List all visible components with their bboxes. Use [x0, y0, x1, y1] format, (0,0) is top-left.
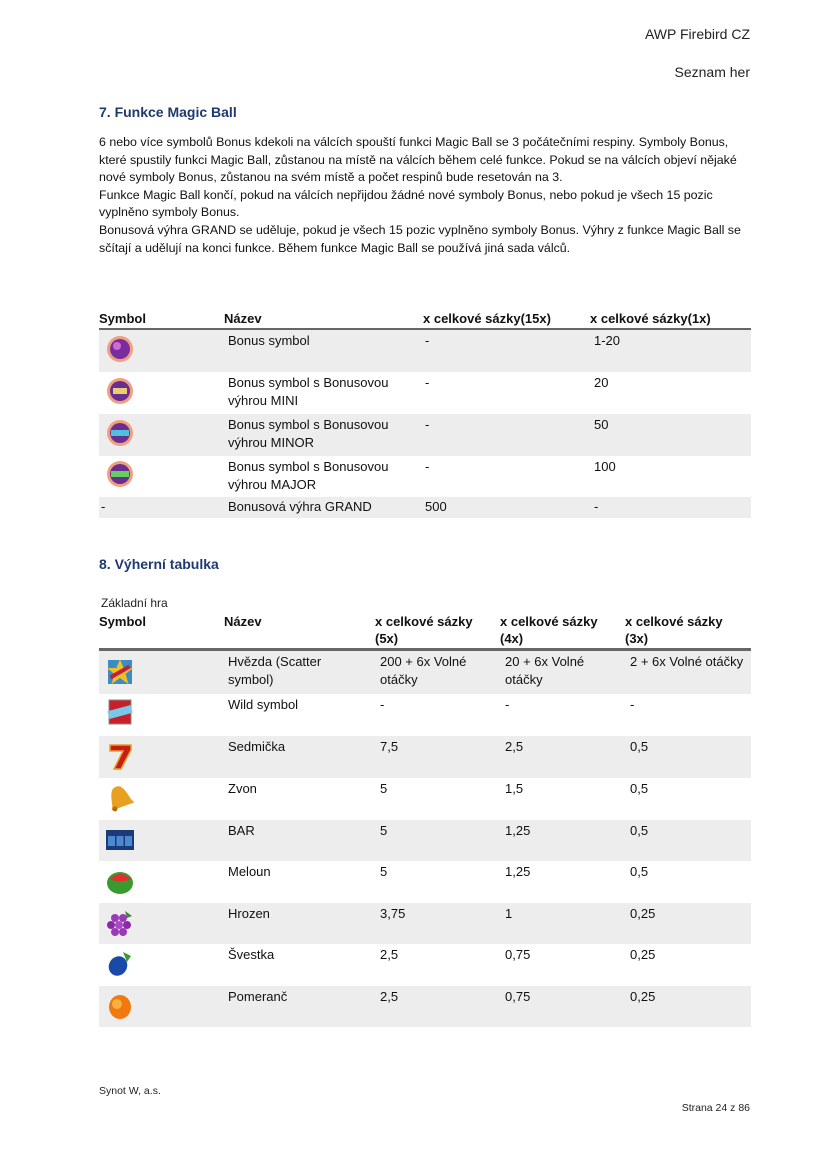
grapes-icon: [105, 908, 135, 938]
value-5x: 5: [380, 864, 388, 879]
value-4x: 1,25: [505, 823, 531, 838]
table-row: [99, 372, 751, 414]
symbol-name: Bonus symbol s Bonusovou výhrou MINI: [228, 375, 389, 408]
table-row: [99, 414, 751, 456]
value-3x: 0,25: [630, 906, 656, 921]
symbol-name: Hvězda (Scatter symbol): [228, 654, 322, 687]
symbol-name: Pomeranč: [228, 989, 288, 1004]
value-1x: 50: [594, 417, 609, 432]
table-row: [99, 497, 751, 518]
bar-icon: [105, 828, 135, 852]
value-3x: 0,5: [630, 781, 649, 796]
value-4x: 1,5: [505, 781, 524, 796]
table-row: [99, 778, 751, 820]
value-4x: 1: [505, 906, 513, 921]
symbol-name: Hrozen: [228, 906, 270, 921]
table-row: [99, 861, 751, 903]
table-row: [99, 944, 751, 986]
col-header-1x: x celkové sázky(1x): [590, 311, 711, 326]
value-15x: -: [425, 417, 430, 432]
table-row: [99, 903, 751, 944]
table-row: [99, 330, 751, 372]
col-header-15x: x celkové sázky(15x): [423, 311, 551, 326]
col-header-5x: x celkové sázky (5x): [375, 614, 473, 646]
col-header-name: Název: [224, 614, 262, 629]
value-5x: 2,5: [380, 989, 399, 1004]
value-1x: 100: [594, 459, 616, 474]
value-5x: 5: [380, 823, 388, 838]
magic-ball-table: [99, 310, 751, 518]
table-header-row: [99, 612, 751, 651]
value-5x: 3,75: [380, 906, 406, 921]
symbol-name: Švestka: [228, 947, 275, 962]
value-3x: 2 + 6x Volné otáčky: [630, 654, 744, 669]
symbol-name: Bonus symbol s Bonusovou výhrou MINOR: [228, 417, 389, 450]
document-header-subtitle: Seznam her: [674, 64, 750, 80]
value-4x: 0,75: [505, 989, 531, 1004]
col-header-symbol: Symbol: [99, 311, 146, 326]
bonus-ball-icon: [105, 334, 135, 364]
symbol-name: Bonusová výhra GRAND: [228, 499, 372, 514]
value-5x: 7,5: [380, 739, 399, 754]
footer-page-number: Strana 24 z 86: [681, 1102, 750, 1114]
value-1x: 1-20: [594, 333, 621, 348]
value-15x: -: [425, 375, 430, 390]
value-4x: -: [505, 697, 510, 712]
section-8-subtitle: Základní hra: [101, 596, 168, 610]
watermelon-icon: [105, 867, 135, 897]
seven-icon: [105, 741, 135, 771]
value-4x: 0,75: [505, 947, 531, 962]
table-row: [99, 986, 751, 1027]
plum-icon: [105, 948, 135, 978]
document-header-title: AWP Firebird CZ: [644, 26, 750, 42]
symbol-name: Wild symbol: [228, 697, 299, 712]
symbol-name: Bonus symbol s Bonusovou výhrou MAJOR: [228, 459, 389, 492]
table-header-row: [99, 310, 751, 330]
orange-icon: [105, 991, 135, 1021]
col-header-3x: x celkové sázky (3x): [625, 614, 723, 646]
col-header-symbol: Symbol: [99, 614, 146, 629]
value-5x: 2,5: [380, 947, 399, 962]
value-4x: 2,5: [505, 739, 524, 754]
wild-icon: [105, 697, 135, 727]
value-1x: 20: [594, 375, 609, 390]
section-8-heading: 8. Výherní tabulka: [99, 556, 219, 572]
value-4x: 1,25: [505, 864, 531, 879]
value-15x: -: [425, 459, 430, 474]
symbol-name: Bonus symbol: [228, 333, 310, 348]
paytable: [99, 612, 751, 1027]
bell-icon: [105, 783, 135, 813]
symbol-name: Sedmička: [228, 739, 286, 754]
paragraph: Funkce Magic Ball končí, pokud na válcích nepřijdou žádné nové symboly Bonus, nebo pokud je všech 15 pozic vyplněno symboly Bonus.: [99, 187, 713, 220]
col-header-4x: x celkové sázky (4x): [500, 614, 598, 646]
star-scatter-icon: [105, 657, 135, 687]
table-row: [99, 820, 751, 861]
value-3x: 0,25: [630, 989, 656, 1004]
value-5x: 5: [380, 781, 388, 796]
value-4x: 20 + 6x Volné otáčky: [505, 654, 585, 687]
col-header-name: Název: [224, 311, 262, 326]
value-1x: -: [594, 499, 599, 514]
table-row: [99, 694, 751, 736]
symbol-name: Meloun: [228, 864, 271, 879]
symbol-name: Zvon: [228, 781, 257, 796]
value-3x: 0,25: [630, 947, 656, 962]
table-row: [99, 651, 751, 694]
section-7-body: [99, 134, 759, 257]
paragraph: 6 nebo více symbolů Bonus kdekoli na válcích spouští funkci Magic Ball se 3 počátečními respiny. Symboly Bonus, které spustily funkci Magic Ball, zůstanou na místě na válcích během celé funkce. Pokud se na válcích objeví nějaké nové symboly Bonus, zůstanou na svém místě a počet respinů bude resetován na 3.: [99, 135, 737, 185]
value-15x: -: [425, 333, 430, 348]
symbol-name: BAR: [228, 823, 255, 838]
value-3x: 0,5: [630, 864, 649, 879]
footer-company: Synot W, a.s.: [99, 1085, 161, 1097]
table-row: [99, 736, 751, 778]
section-7-heading: 7. Funkce Magic Ball: [99, 104, 237, 120]
bonus-ball-minor-icon: [105, 418, 135, 448]
paragraph: Bonusová výhra GRAND se uděluje, pokud je všech 15 pozic vyplněno symboly Bonus. Výhry z funkce Magic Ball se sčítají a udělují na konci funkce. Během funkce Magic Ball se používá jiná sada válců.: [99, 222, 741, 255]
value-5x: -: [380, 697, 385, 712]
value-3x: 0,5: [630, 739, 649, 754]
value-3x: -: [630, 697, 635, 712]
value-3x: 0,5: [630, 823, 649, 838]
bonus-ball-mini-icon: [105, 376, 135, 406]
value-5x: 200 + 6x Volné otáčky: [380, 654, 467, 687]
table-row: [99, 456, 751, 497]
bonus-ball-major-icon: [105, 459, 135, 489]
symbol-placeholder: -: [101, 499, 106, 514]
value-15x: 500: [425, 499, 447, 514]
